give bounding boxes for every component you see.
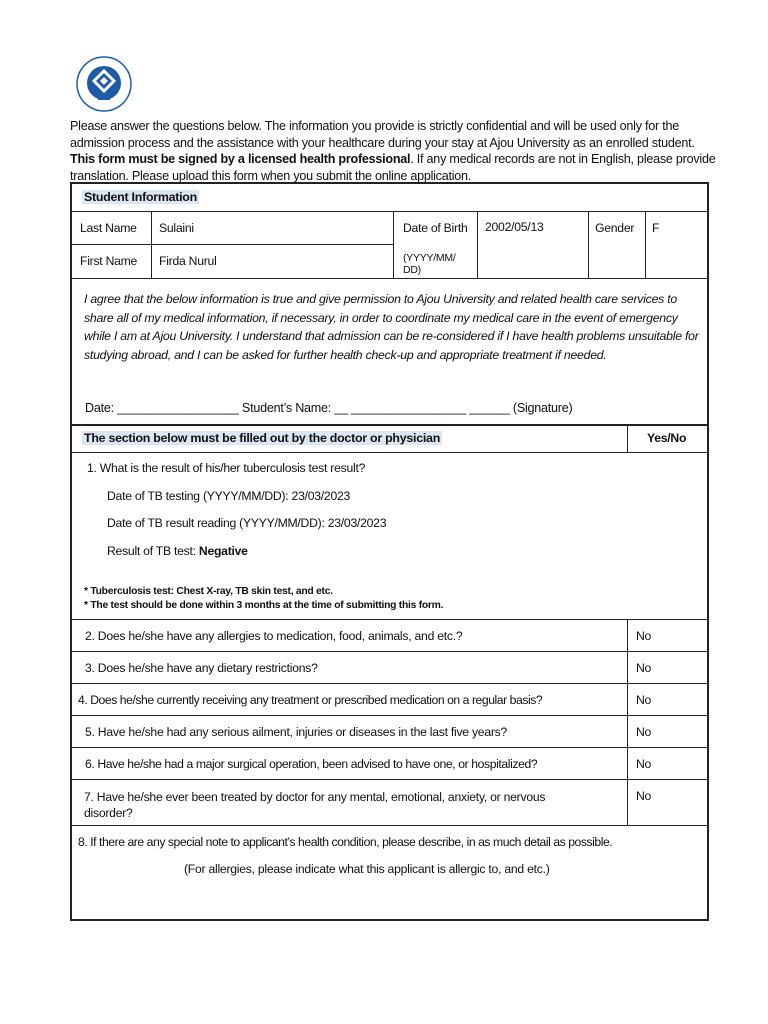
last-name-value[interactable]: Sulaini — [159, 221, 194, 235]
tb-result — [107, 544, 248, 558]
signature-line[interactable]: Date: __________________ Student’s Name: __ _________________ ______ (Signature) — [85, 401, 573, 415]
first-name-value[interactable]: Firda Nurul — [159, 254, 217, 268]
tb-result-label: Result of TB test: — [107, 544, 199, 558]
q2-answer[interactable]: No — [636, 629, 652, 643]
q2-question: 2. Does he/she have any allergies to medication, food, animals, and etc.? — [85, 629, 463, 643]
q4-answer[interactable]: No — [636, 693, 652, 707]
consent-text: I agree that the below information is true and give permission to Ajou University and related health care services to share all of my medical information, if necessary, in order to coordinate my medical care in the event of emergency while I am at Ajou University. I understand that admission can be re-considered if I have health problems unsuitable for studying abroad, and I can be asked for further health check-up and appropriate treatment if needed. — [84, 292, 699, 362]
tb-reading-date[interactable]: Date of TB result reading (YYYY/MM/DD): 23/03/2023 — [107, 516, 387, 530]
q6-question: 6. Have he/she had a major surgical operation, been advised to have one, or hospitalized? — [85, 757, 538, 771]
tb-testing-date[interactable]: Date of TB testing (YYYY/MM/DD): 23/03/2023 — [107, 489, 351, 503]
q3-question: 3. Does he/she have any dietary restrictions? — [85, 661, 318, 675]
gender-label: Gender — [595, 221, 635, 235]
tb-note-2: * The test should be done within 3 months at the time of submitting this form. — [84, 600, 444, 611]
gender-value[interactable]: F — [652, 221, 660, 235]
q7-answer[interactable]: No — [636, 789, 652, 803]
dob-value[interactable]: 2002/05/13 — [485, 220, 544, 234]
q8-question: 8. If there are any special note to applicant’s health condition, please describe, in as much detail as possible. — [78, 835, 613, 849]
yes-no-header: Yes/No — [647, 431, 687, 445]
q8-answer-area[interactable] — [72, 880, 706, 918]
dob-format: (YYYY/MM/ DD) — [403, 252, 456, 276]
tb-result-value[interactable]: Negative — [198, 544, 248, 558]
q4-question: 4. Does he/she currently receiving any treatment or prescribed medication on a regular basis? — [78, 693, 543, 707]
tb-note-1: * Tuberculosis test: Chest X-ray, TB skin test, and etc. — [84, 586, 333, 597]
q6-answer[interactable]: No — [636, 757, 652, 771]
q5-answer[interactable]: No — [636, 725, 652, 739]
q5-question: 5. Have he/she had any serious ailment, injuries or diseases in the last five years? — [85, 725, 508, 739]
university-logo — [75, 55, 133, 113]
q3-answer[interactable]: No — [636, 661, 652, 675]
student-info-header: Student Information — [84, 190, 197, 204]
first-name-label: First Name — [80, 254, 138, 268]
q8-subtext: (For allergies, please indicate what this applicant is allergic to, and etc.) — [184, 862, 550, 876]
last-name-label: Last Name — [80, 221, 137, 235]
intro-text-2: . If any medical records are not in English, please provide translation. Please upload this form when you submit the online application. — [70, 152, 716, 183]
doctor-section-header: The section below must be filled out by the doctor or physician — [84, 431, 441, 445]
q1-question: 1. What is the result of his/her tuberculosis test result? — [87, 461, 366, 475]
intro-bold-text: This form must be signed by a licensed health professional — [70, 152, 411, 166]
intro-paragraph — [70, 118, 720, 184]
intro-text: Please answer the questions below. The information you provide is strictly confidential and will be used only for the admission process and the assistance with your healthcare during your stay at Ajou University as an enrolled student. — [70, 119, 695, 150]
dob-label: Date of Birth — [403, 221, 468, 235]
q7-question: 7. Have he/she ever been treated by doctor for any mental, emotional, anxiety, or nervous disorder? — [84, 790, 546, 820]
